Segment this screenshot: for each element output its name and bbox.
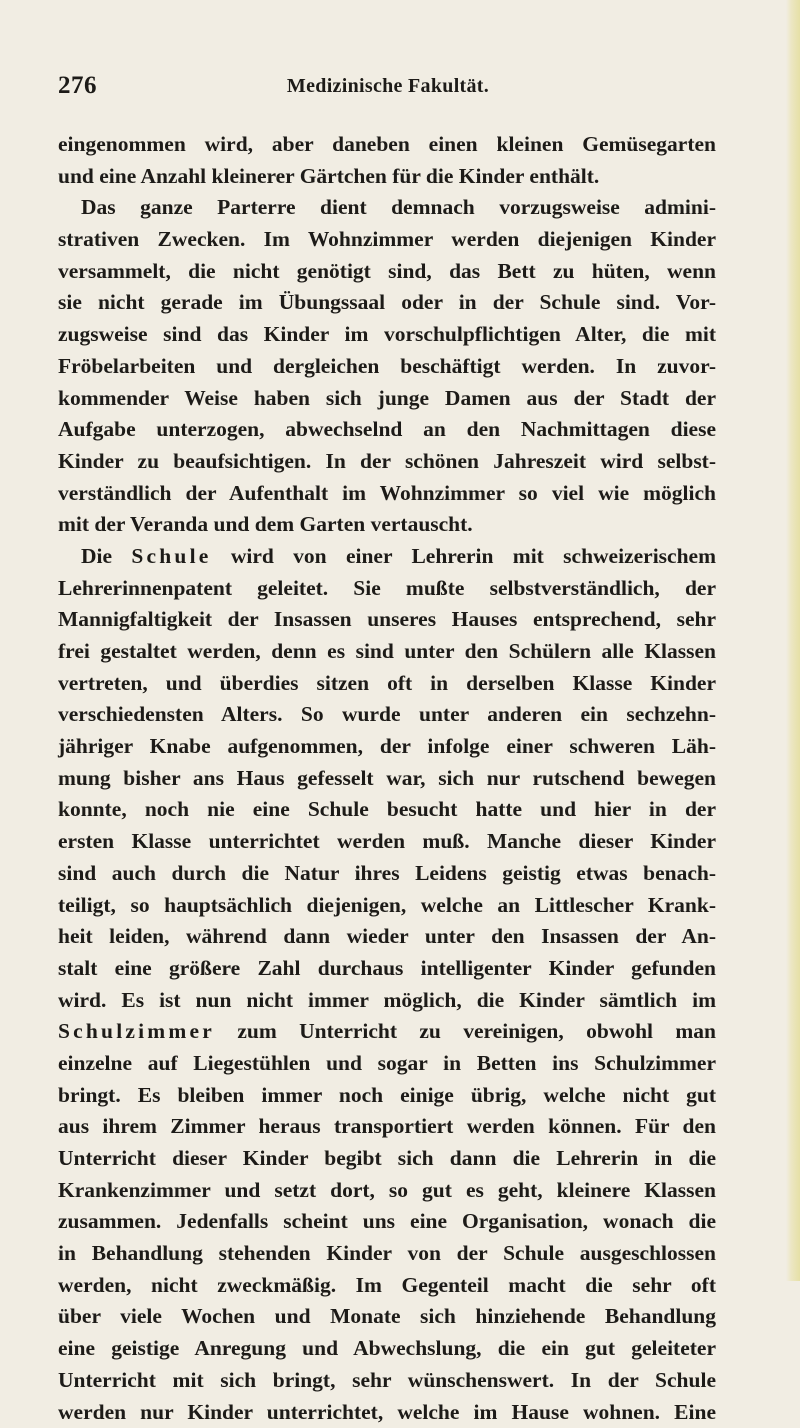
text-line: sie nicht gerade im Übungssaal oder in der Schule sind. Vor- [58,287,716,319]
text-line: Aufgabe unterzogen, abwechselnd an den Nachmittagen diese [58,414,716,446]
text-line: konnte, noch nie eine Schule besucht hatte und hier in der [58,794,716,826]
text-line: kommender Weise haben sich junge Damen aus der Stadt der [58,383,716,415]
text-line: sind auch durch die Natur ihres Leidens geistig etwas benach- [58,858,716,890]
text-line: Krankenzimmer und setzt dort, so gut es geht, kleinere Klassen [58,1175,716,1207]
text-line: jähriger Knabe aufgenommen, der infolge einer schweren Läh- [58,731,716,763]
text-line: Unterricht dieser Kinder begibt sich dann die Lehrerin in die [58,1143,716,1175]
text-line: mit der Veranda und dem Garten vertauscht. [58,509,716,541]
body-text [58,129,716,1428]
running-head: Medizinische Fakultät. [58,75,718,98]
text-line: Kinder zu beaufsichtigen. In der schönen Jahreszeit wird selbst- [58,446,716,478]
page-edge-shadow [786,0,800,1281]
text-line: Lehrerinnenpatent geleitet. Sie mußte selbstverständlich, der [58,573,716,605]
text-line: vertreten, und überdies sitzen oft in derselben Klasse Kinder [58,668,716,700]
text-line: eine geistige Anregung und Abwechslung, die ein gut geleiteter [58,1333,716,1365]
spaced-term: Schule [131,544,211,568]
text-line: zusammen. Jedenfalls scheint uns eine Organisation, wonach die [58,1206,716,1238]
text-run: wird von einer Lehrerin mit schweizerischem [212,544,716,568]
text-line: frei gestaltet werden, denn es sind unter den Schülern alle Klassen [58,636,716,668]
text-line: verständlich der Aufenthalt im Wohnzimmer so viel wie möglich [58,478,716,510]
text-line: wird. Es ist nun nicht immer möglich, die Kinder sämtlich im [58,985,716,1017]
text-line: stalt eine größere Zahl durchaus intelligenter Kinder gefunden [58,953,716,985]
text-line: mung bisher ans Haus gefesselt war, sich nur rutschend bewegen [58,763,716,795]
text-line: teiligt, so hauptsächlich diejenigen, welche an Littlescher Krank- [58,890,716,922]
text-line [58,1016,716,1048]
page-header [58,72,718,104]
text-run: zum Unterricht zu vereinigen, obwohl man [215,1019,716,1043]
page-number: 276 [58,72,97,100]
text-line: bringt. Es bleiben immer noch einige übrig, welche nicht gut [58,1080,716,1112]
text-line: versammelt, die nicht genötigt sind, das Bett zu hüten, wenn [58,256,716,288]
text-run: Die [81,544,131,568]
text-line: zugsweise sind das Kinder im vorschulpflichtigen Alter, die mit [58,319,716,351]
text-line: Mannigfaltigkeit der Insassen unseres Hauses entsprechend, sehr [58,604,716,636]
text-line: verschiedensten Alters. So wurde unter anderen ein sechzehn- [58,699,716,731]
text-line: strativen Zwecken. Im Wohnzimmer werden diejenigen Kinder [58,224,716,256]
text-line: Unterricht mit sich bringt, sehr wünschenswert. In der Schule [58,1365,716,1397]
text-line: werden nur Kinder unterrichtet, welche im Hause wohnen. Eine [58,1397,716,1428]
text-line: und eine Anzahl kleinerer Gärtchen für die Kinder enthält. [58,161,716,193]
text-line: in Behandlung stehenden Kinder von der Schule ausgeschlossen [58,1238,716,1270]
text-line: werden, nicht zweckmäßig. Im Gegenteil macht die sehr oft [58,1270,716,1302]
text-line: heit leiden, während dann wieder unter den Insassen der An- [58,921,716,953]
text-line: aus ihrem Zimmer heraus transportiert werden können. Für den [58,1111,716,1143]
spaced-term: Schulzimmer [58,1019,215,1043]
text-line: über viele Wochen und Monate sich hinziehende Behandlung [58,1301,716,1333]
text-line: einzelne auf Liegestühlen und sogar in Betten ins Schulzimmer [58,1048,716,1080]
text-line: ersten Klasse unterrichtet werden muß. Manche dieser Kinder [58,826,716,858]
text-line: eingenommen wird, aber daneben einen kleinen Gemüsegarten [58,129,716,161]
text-line [58,541,716,573]
text-line: Fröbelarbeiten und dergleichen beschäftigt werden. In zuvor- [58,351,716,383]
text-line: Das ganze Parterre dient demnach vorzugsweise admini- [58,192,716,224]
